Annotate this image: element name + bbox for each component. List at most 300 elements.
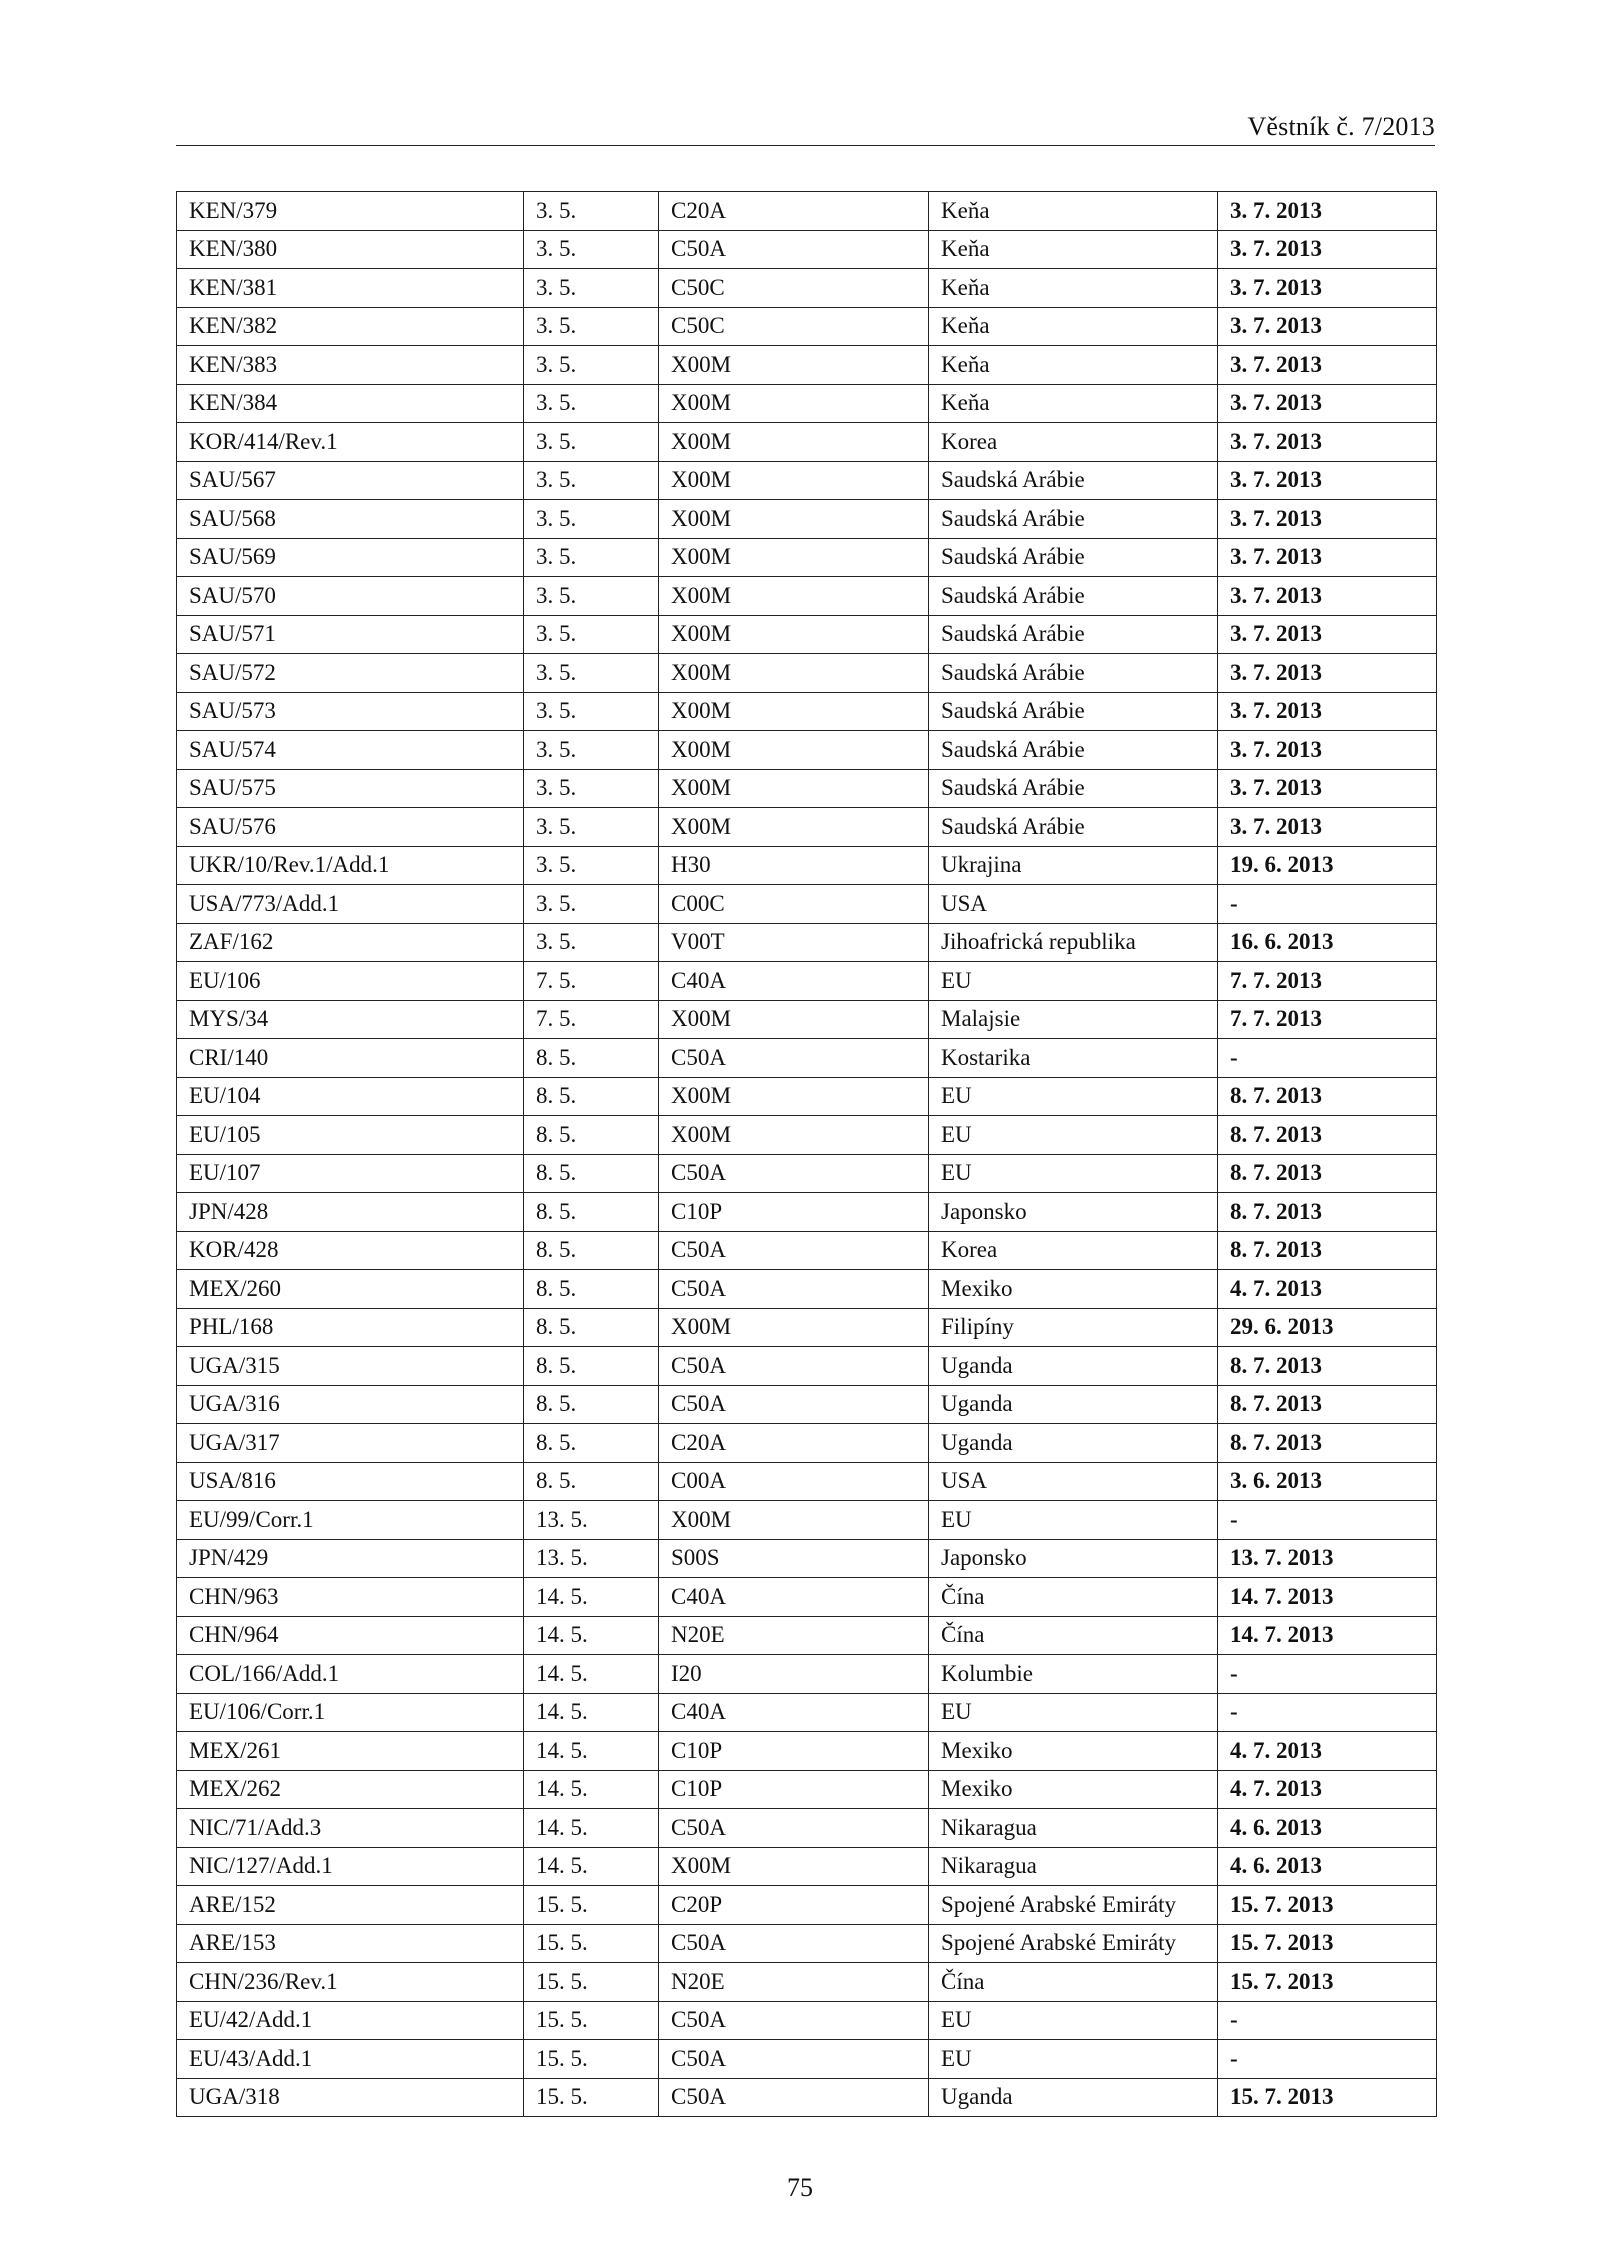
cell-notification-date: 8. 5.	[524, 1231, 659, 1270]
cell-product-code: X00M	[659, 384, 929, 423]
cell-product-code: X00M	[659, 654, 929, 693]
cell-notification-date: 3. 5.	[524, 538, 659, 577]
cell-document-code: USA/773/Add.1	[177, 885, 524, 924]
cell-notification-date: 3. 5.	[524, 615, 659, 654]
cell-deadline-date: 14. 7. 2013	[1218, 1616, 1437, 1655]
table-row	[177, 538, 1437, 577]
cell-deadline-date: 3. 7. 2013	[1218, 769, 1437, 808]
cell-document-code: SAU/574	[177, 731, 524, 770]
cell-deadline-date: 8. 7. 2013	[1218, 1154, 1437, 1193]
cell-country: Spojené Arabské Emiráty	[929, 1886, 1218, 1925]
cell-product-code: C50A	[659, 2078, 929, 2117]
table-row	[177, 1847, 1437, 1886]
cell-notification-date: 15. 5.	[524, 1924, 659, 1963]
cell-document-code: EU/105	[177, 1116, 524, 1155]
table-row	[177, 885, 1437, 924]
cell-product-code: X00M	[659, 808, 929, 847]
cell-document-code: EU/43/Add.1	[177, 2040, 524, 2079]
cell-country: Saudská Arábie	[929, 615, 1218, 654]
cell-notification-date: 3. 5.	[524, 192, 659, 231]
cell-country: Japonsko	[929, 1539, 1218, 1578]
table-row	[177, 1732, 1437, 1771]
cell-deadline-date: 8. 7. 2013	[1218, 1347, 1437, 1386]
cell-country: Uganda	[929, 1424, 1218, 1463]
table-row	[177, 808, 1437, 847]
cell-document-code: KOR/414/Rev.1	[177, 423, 524, 462]
cell-notification-date: 3. 5.	[524, 923, 659, 962]
cell-country: Japonsko	[929, 1193, 1218, 1232]
cell-product-code: X00M	[659, 538, 929, 577]
table-row	[177, 346, 1437, 385]
cell-document-code: PHL/168	[177, 1308, 524, 1347]
cell-document-code: EU/104	[177, 1077, 524, 1116]
cell-document-code: CHN/964	[177, 1616, 524, 1655]
cell-deadline-date: 4. 7. 2013	[1218, 1732, 1437, 1771]
cell-notification-date: 8. 5.	[524, 1424, 659, 1463]
cell-product-code: X00M	[659, 1308, 929, 1347]
cell-deadline-date: 8. 7. 2013	[1218, 1116, 1437, 1155]
cell-country: USA	[929, 1462, 1218, 1501]
cell-deadline-date: 3. 7. 2013	[1218, 192, 1437, 231]
table-row	[177, 577, 1437, 616]
cell-document-code: UGA/317	[177, 1424, 524, 1463]
cell-product-code: C50A	[659, 2040, 929, 2079]
cell-deadline-date: 13. 7. 2013	[1218, 1539, 1437, 1578]
cell-deadline-date: 4. 6. 2013	[1218, 1809, 1437, 1848]
table-row	[177, 2001, 1437, 2040]
cell-document-code: SAU/569	[177, 538, 524, 577]
cell-notification-date: 3. 5.	[524, 269, 659, 308]
table-row	[177, 615, 1437, 654]
cell-notification-date: 15. 5.	[524, 2040, 659, 2079]
cell-product-code: X00M	[659, 500, 929, 539]
cell-country: Keňa	[929, 192, 1218, 231]
cell-deadline-date: 7. 7. 2013	[1218, 1000, 1437, 1039]
cell-deadline-date: 3. 7. 2013	[1218, 615, 1437, 654]
cell-notification-date: 8. 5.	[524, 1193, 659, 1232]
table-row	[177, 962, 1437, 1001]
cell-notification-date: 8. 5.	[524, 1308, 659, 1347]
cell-product-code: X00M	[659, 1077, 929, 1116]
cell-deadline-date: -	[1218, 1655, 1437, 1694]
cell-document-code: SAU/570	[177, 577, 524, 616]
table-row	[177, 1231, 1437, 1270]
cell-deadline-date: 3. 6. 2013	[1218, 1462, 1437, 1501]
cell-notification-date: 8. 5.	[524, 1154, 659, 1193]
table-row	[177, 1655, 1437, 1694]
cell-product-code: C50A	[659, 230, 929, 269]
cell-deadline-date: 29. 6. 2013	[1218, 1308, 1437, 1347]
table-row	[177, 1578, 1437, 1617]
table-row	[177, 1000, 1437, 1039]
cell-product-code: S00S	[659, 1539, 929, 1578]
cell-deadline-date: 3. 7. 2013	[1218, 346, 1437, 385]
cell-deadline-date: 3. 7. 2013	[1218, 731, 1437, 770]
cell-document-code: UGA/316	[177, 1385, 524, 1424]
cell-product-code: X00M	[659, 769, 929, 808]
cell-product-code: C50A	[659, 1924, 929, 1963]
cell-country: Keňa	[929, 230, 1218, 269]
cell-document-code: UGA/318	[177, 2078, 524, 2117]
cell-deadline-date: 15. 7. 2013	[1218, 1924, 1437, 1963]
cell-deadline-date: 8. 7. 2013	[1218, 1385, 1437, 1424]
cell-document-code: UKR/10/Rev.1/Add.1	[177, 846, 524, 885]
cell-country: Uganda	[929, 2078, 1218, 2117]
cell-notification-date: 3. 5.	[524, 346, 659, 385]
cell-country: Nikaragua	[929, 1847, 1218, 1886]
cell-document-code: EU/106/Corr.1	[177, 1693, 524, 1732]
table-row	[177, 1809, 1437, 1848]
cell-product-code: X00M	[659, 461, 929, 500]
cell-product-code: N20E	[659, 1616, 929, 1655]
cell-document-code: KOR/428	[177, 1231, 524, 1270]
cell-deadline-date: 15. 7. 2013	[1218, 1886, 1437, 1925]
table-row	[177, 1770, 1437, 1809]
table-row	[177, 2040, 1437, 2079]
cell-product-code: C50C	[659, 307, 929, 346]
cell-country: Keňa	[929, 384, 1218, 423]
cell-notification-date: 8. 5.	[524, 1270, 659, 1309]
cell-deadline-date: -	[1218, 1039, 1437, 1078]
cell-document-code: CHN/963	[177, 1578, 524, 1617]
cell-product-code: C40A	[659, 1693, 929, 1732]
cell-notification-date: 14. 5.	[524, 1809, 659, 1848]
cell-product-code: C20P	[659, 1886, 929, 1925]
table-row	[177, 1963, 1437, 2002]
cell-country: Mexiko	[929, 1270, 1218, 1309]
cell-notification-date: 15. 5.	[524, 1886, 659, 1925]
cell-notification-date: 14. 5.	[524, 1693, 659, 1732]
cell-country: Spojené Arabské Emiráty	[929, 1924, 1218, 1963]
cell-country: Mexiko	[929, 1770, 1218, 1809]
cell-notification-date: 3. 5.	[524, 692, 659, 731]
cell-notification-date: 3. 5.	[524, 654, 659, 693]
cell-product-code: C00C	[659, 885, 929, 924]
cell-notification-date: 14. 5.	[524, 1770, 659, 1809]
cell-document-code: CHN/236/Rev.1	[177, 1963, 524, 2002]
journal-title: Věstník č. 7/2013	[1247, 112, 1435, 141]
cell-deadline-date: 8. 7. 2013	[1218, 1077, 1437, 1116]
cell-product-code: C00A	[659, 1462, 929, 1501]
cell-product-code: C50A	[659, 1385, 929, 1424]
cell-deadline-date: 8. 7. 2013	[1218, 1231, 1437, 1270]
table-row	[177, 923, 1437, 962]
cell-deadline-date: 3. 7. 2013	[1218, 230, 1437, 269]
table-row	[177, 230, 1437, 269]
cell-country: USA	[929, 885, 1218, 924]
cell-notification-date: 3. 5.	[524, 384, 659, 423]
cell-country: Saudská Arábie	[929, 500, 1218, 539]
cell-deadline-date: -	[1218, 1693, 1437, 1732]
cell-deadline-date: 15. 7. 2013	[1218, 2078, 1437, 2117]
page-number: 75	[787, 2173, 813, 2202]
header-divider	[176, 145, 1435, 146]
cell-notification-date: 14. 5.	[524, 1847, 659, 1886]
cell-product-code: C10P	[659, 1193, 929, 1232]
cell-notification-date: 3. 5.	[524, 500, 659, 539]
table-row	[177, 1462, 1437, 1501]
cell-product-code: X00M	[659, 1501, 929, 1540]
cell-document-code: KEN/379	[177, 192, 524, 231]
cell-document-code: SAU/568	[177, 500, 524, 539]
table-row	[177, 692, 1437, 731]
cell-notification-date: 14. 5.	[524, 1732, 659, 1771]
cell-document-code: ARE/152	[177, 1886, 524, 1925]
cell-notification-date: 7. 5.	[524, 1000, 659, 1039]
cell-product-code: V00T	[659, 923, 929, 962]
cell-document-code: SAU/573	[177, 692, 524, 731]
cell-country: Uganda	[929, 1347, 1218, 1386]
cell-notification-date: 14. 5.	[524, 1616, 659, 1655]
cell-deadline-date: 3. 7. 2013	[1218, 307, 1437, 346]
cell-country: Saudská Arábie	[929, 654, 1218, 693]
cell-document-code: MYS/34	[177, 1000, 524, 1039]
cell-notification-date: 14. 5.	[524, 1655, 659, 1694]
cell-document-code: EU/107	[177, 1154, 524, 1193]
cell-notification-date: 14. 5.	[524, 1578, 659, 1617]
cell-country: Korea	[929, 1231, 1218, 1270]
cell-deadline-date: 15. 7. 2013	[1218, 1963, 1437, 2002]
cell-deadline-date: 3. 7. 2013	[1218, 692, 1437, 731]
cell-product-code: C40A	[659, 1578, 929, 1617]
cell-product-code: C10P	[659, 1770, 929, 1809]
cell-document-code: MEX/262	[177, 1770, 524, 1809]
cell-deadline-date: 3. 7. 2013	[1218, 384, 1437, 423]
cell-country: Jihoafrická republika	[929, 923, 1218, 962]
cell-deadline-date: -	[1218, 1501, 1437, 1540]
cell-deadline-date: 3. 7. 2013	[1218, 423, 1437, 462]
cell-notification-date: 15. 5.	[524, 2001, 659, 2040]
cell-country: Keňa	[929, 307, 1218, 346]
cell-document-code: KEN/382	[177, 307, 524, 346]
table-row	[177, 1886, 1437, 1925]
cell-country: Čína	[929, 1616, 1218, 1655]
cell-product-code: C50A	[659, 1347, 929, 1386]
cell-deadline-date: 8. 7. 2013	[1218, 1193, 1437, 1232]
cell-country: Nikaragua	[929, 1809, 1218, 1848]
cell-country: EU	[929, 2040, 1218, 2079]
cell-document-code: MEX/260	[177, 1270, 524, 1309]
cell-deadline-date: 4. 7. 2013	[1218, 1270, 1437, 1309]
cell-document-code: NIC/127/Add.1	[177, 1847, 524, 1886]
cell-deadline-date: -	[1218, 885, 1437, 924]
cell-product-code: C20A	[659, 1424, 929, 1463]
table-row	[177, 2078, 1437, 2117]
cell-notification-date: 3. 5.	[524, 769, 659, 808]
cell-deadline-date: 3. 7. 2013	[1218, 500, 1437, 539]
cell-product-code: X00M	[659, 423, 929, 462]
cell-country: Kolumbie	[929, 1655, 1218, 1694]
cell-deadline-date: 7. 7. 2013	[1218, 962, 1437, 1001]
table-row	[177, 192, 1437, 231]
cell-country: Saudská Arábie	[929, 461, 1218, 500]
cell-document-code: JPN/429	[177, 1539, 524, 1578]
cell-deadline-date: 19. 6. 2013	[1218, 846, 1437, 885]
cell-notification-date: 3. 5.	[524, 307, 659, 346]
cell-document-code: COL/166/Add.1	[177, 1655, 524, 1694]
cell-country: Mexiko	[929, 1732, 1218, 1771]
cell-document-code: ZAF/162	[177, 923, 524, 962]
cell-product-code: C20A	[659, 192, 929, 231]
cell-notification-date: 3. 5.	[524, 846, 659, 885]
cell-document-code: EU/42/Add.1	[177, 2001, 524, 2040]
cell-product-code: C40A	[659, 962, 929, 1001]
table-row	[177, 1077, 1437, 1116]
cell-notification-date: 8. 5.	[524, 1385, 659, 1424]
cell-product-code: X00M	[659, 615, 929, 654]
cell-notification-date: 13. 5.	[524, 1539, 659, 1578]
cell-notification-date: 13. 5.	[524, 1501, 659, 1540]
cell-country: EU	[929, 962, 1218, 1001]
cell-document-code: KEN/383	[177, 346, 524, 385]
table-row	[177, 1347, 1437, 1386]
cell-product-code: C50A	[659, 2001, 929, 2040]
cell-product-code: X00M	[659, 731, 929, 770]
notification-table	[176, 191, 1437, 2117]
cell-product-code: C10P	[659, 1732, 929, 1771]
cell-country: Saudská Arábie	[929, 577, 1218, 616]
table-row	[177, 307, 1437, 346]
cell-notification-date: 15. 5.	[524, 1963, 659, 2002]
cell-country: Kostarika	[929, 1039, 1218, 1078]
cell-country: Keňa	[929, 346, 1218, 385]
table-row	[177, 461, 1437, 500]
cell-country: Saudská Arábie	[929, 538, 1218, 577]
cell-notification-date: 3. 5.	[524, 461, 659, 500]
cell-document-code: KEN/384	[177, 384, 524, 423]
cell-product-code: X00M	[659, 1000, 929, 1039]
table-row	[177, 846, 1437, 885]
cell-document-code: EU/106	[177, 962, 524, 1001]
cell-country: Čína	[929, 1578, 1218, 1617]
cell-notification-date: 8. 5.	[524, 1116, 659, 1155]
cell-notification-date: 3. 5.	[524, 885, 659, 924]
cell-deadline-date: -	[1218, 2001, 1437, 2040]
cell-country: Čína	[929, 1963, 1218, 2002]
cell-deadline-date: 14. 7. 2013	[1218, 1578, 1437, 1617]
cell-document-code: ARE/153	[177, 1924, 524, 1963]
cell-country: Keňa	[929, 269, 1218, 308]
cell-deadline-date: 3. 7. 2013	[1218, 461, 1437, 500]
cell-notification-date: 3. 5.	[524, 731, 659, 770]
cell-document-code: SAU/567	[177, 461, 524, 500]
cell-notification-date: 3. 5.	[524, 577, 659, 616]
cell-country: Saudská Arábie	[929, 692, 1218, 731]
cell-notification-date: 3. 5.	[524, 230, 659, 269]
cell-document-code: SAU/576	[177, 808, 524, 847]
table-row	[177, 1693, 1437, 1732]
cell-document-code: USA/816	[177, 1462, 524, 1501]
table-row	[177, 1154, 1437, 1193]
cell-document-code: KEN/380	[177, 230, 524, 269]
cell-product-code: X00M	[659, 1116, 929, 1155]
cell-country: Saudská Arábie	[929, 769, 1218, 808]
cell-country: EU	[929, 1154, 1218, 1193]
cell-deadline-date: 3. 7. 2013	[1218, 538, 1437, 577]
cell-notification-date: 8. 5.	[524, 1347, 659, 1386]
cell-deadline-date: 16. 6. 2013	[1218, 923, 1437, 962]
table-row	[177, 1616, 1437, 1655]
table-row	[177, 1270, 1437, 1309]
table-row	[177, 1924, 1437, 1963]
cell-deadline-date: 4. 6. 2013	[1218, 1847, 1437, 1886]
cell-product-code: X00M	[659, 346, 929, 385]
cell-document-code: JPN/428	[177, 1193, 524, 1232]
cell-deadline-date: 8. 7. 2013	[1218, 1424, 1437, 1463]
cell-document-code: SAU/572	[177, 654, 524, 693]
table-row	[177, 1193, 1437, 1232]
cell-country: EU	[929, 1077, 1218, 1116]
table-row	[177, 769, 1437, 808]
cell-notification-date: 7. 5.	[524, 962, 659, 1001]
cell-document-code: EU/99/Corr.1	[177, 1501, 524, 1540]
table-row	[177, 654, 1437, 693]
table-row	[177, 1116, 1437, 1155]
cell-country: EU	[929, 2001, 1218, 2040]
cell-product-code: N20E	[659, 1963, 929, 2002]
cell-notification-date: 8. 5.	[524, 1077, 659, 1116]
cell-document-code: SAU/571	[177, 615, 524, 654]
cell-notification-date: 15. 5.	[524, 2078, 659, 2117]
cell-document-code: UGA/315	[177, 1347, 524, 1386]
cell-product-code: C50A	[659, 1039, 929, 1078]
cell-notification-date: 3. 5.	[524, 423, 659, 462]
cell-deadline-date: 4. 7. 2013	[1218, 1770, 1437, 1809]
cell-country: Ukrajina	[929, 846, 1218, 885]
cell-notification-date: 8. 5.	[524, 1039, 659, 1078]
cell-document-code: NIC/71/Add.3	[177, 1809, 524, 1848]
cell-product-code: C50C	[659, 269, 929, 308]
cell-deadline-date: 3. 7. 2013	[1218, 808, 1437, 847]
cell-country: Korea	[929, 423, 1218, 462]
cell-deadline-date: 3. 7. 2013	[1218, 654, 1437, 693]
cell-product-code: I20	[659, 1655, 929, 1694]
table-row	[177, 1039, 1437, 1078]
cell-country: Malajsie	[929, 1000, 1218, 1039]
table-row	[177, 500, 1437, 539]
table-body	[177, 192, 1437, 2117]
table-row	[177, 731, 1437, 770]
table-row	[177, 1385, 1437, 1424]
table-row	[177, 269, 1437, 308]
cell-product-code: C50A	[659, 1809, 929, 1848]
cell-notification-date: 3. 5.	[524, 808, 659, 847]
cell-product-code: C50A	[659, 1154, 929, 1193]
cell-country: EU	[929, 1693, 1218, 1732]
cell-country: EU	[929, 1501, 1218, 1540]
cell-deadline-date: 3. 7. 2013	[1218, 269, 1437, 308]
cell-country: Uganda	[929, 1385, 1218, 1424]
cell-product-code: C50A	[659, 1270, 929, 1309]
cell-document-code: SAU/575	[177, 769, 524, 808]
table-row	[177, 1308, 1437, 1347]
table-row	[177, 1539, 1437, 1578]
cell-country: Saudská Arábie	[929, 808, 1218, 847]
cell-product-code: C50A	[659, 1231, 929, 1270]
cell-country: Filipíny	[929, 1308, 1218, 1347]
cell-product-code: X00M	[659, 692, 929, 731]
table-row	[177, 1424, 1437, 1463]
cell-deadline-date: 3. 7. 2013	[1218, 577, 1437, 616]
cell-document-code: KEN/381	[177, 269, 524, 308]
cell-document-code: CRI/140	[177, 1039, 524, 1078]
cell-product-code: H30	[659, 846, 929, 885]
table-row	[177, 423, 1437, 462]
cell-product-code: X00M	[659, 577, 929, 616]
cell-document-code: MEX/261	[177, 1732, 524, 1771]
cell-country: Saudská Arábie	[929, 731, 1218, 770]
table-row	[177, 1501, 1437, 1540]
